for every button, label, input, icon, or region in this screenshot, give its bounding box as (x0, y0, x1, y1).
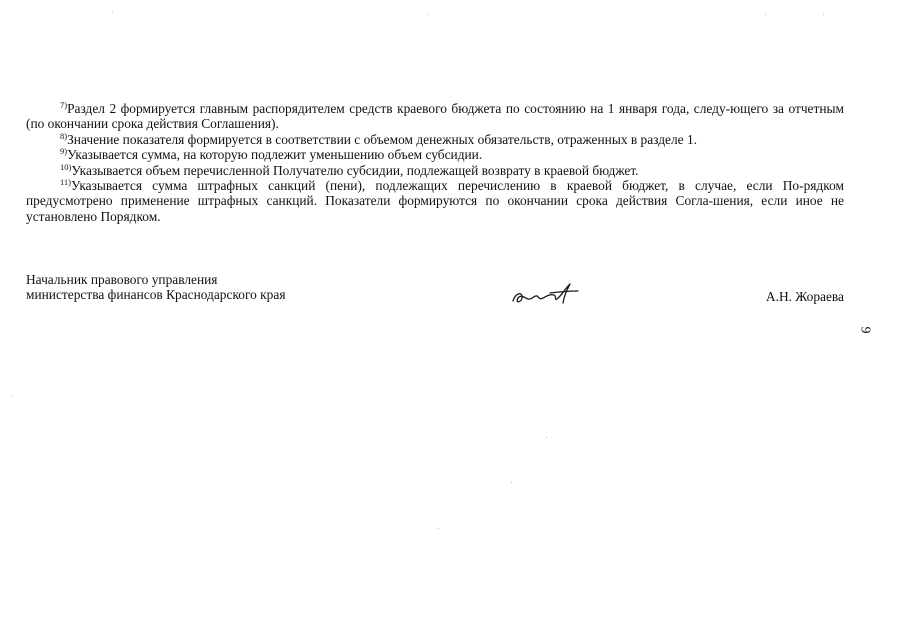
scan-speck (12, 395, 13, 396)
footnote-text: Значение показателя формируется в соответствии с объемом денежных обязательств, отраженных в разделе 1. (67, 131, 697, 147)
signature-block (26, 272, 844, 312)
footnote-11 (26, 178, 844, 224)
footnote-marker: 10) (60, 161, 72, 172)
signatory-name: А.Н. Жораева (765, 289, 844, 304)
scan-speck (112, 12, 113, 13)
scan-speck (546, 437, 547, 438)
signatory-position-line-2: министерства финансов Краснодарского края (26, 287, 286, 303)
scan-speck (823, 14, 824, 15)
signatory-position (26, 272, 446, 303)
signatory-position-line-1: Начальник правового управления (26, 272, 218, 287)
footnote-text: Указывается объем перечисленной Получателю субсидии, подлежащей возврату в краевой бюджет. (71, 162, 639, 178)
footnote-text: Указывается сумма, на которую подлежит уменьшению объем субсидии. (67, 147, 483, 163)
footnote-text: Указывается сумма штрафных санкций (пени), подлежащих перечислению в краевой бюджет, в случае, если По-рядком предусмотрено применение штрафных санкций. Показатели формируются по окончании срока действия Согла-шения, если иное не установлено Порядком. (26, 178, 844, 224)
footnote-marker: 8) (60, 130, 68, 141)
footnote-text: Раздел 2 формируется главным распорядителем средств краевого бюджета по состоянию на 1 января года, следу-ющего за отчетным (по окончании срока действия Соглашения). (26, 101, 844, 132)
footnote-marker: 7) (60, 100, 68, 110)
scan-speck (511, 482, 512, 483)
scan-speck (428, 14, 429, 15)
footnote-8 (26, 132, 844, 147)
footnote-marker: 9) (60, 146, 68, 157)
footnotes-section (26, 101, 844, 224)
footnote-7 (26, 101, 844, 132)
scan-speck (765, 14, 766, 15)
footnote-9 (26, 147, 844, 162)
footnote-10 (26, 163, 844, 178)
footnote-marker: 11) (60, 177, 72, 188)
handwritten-signature (510, 280, 582, 308)
page-number: 9 (857, 326, 873, 334)
scan-speck (438, 528, 439, 529)
